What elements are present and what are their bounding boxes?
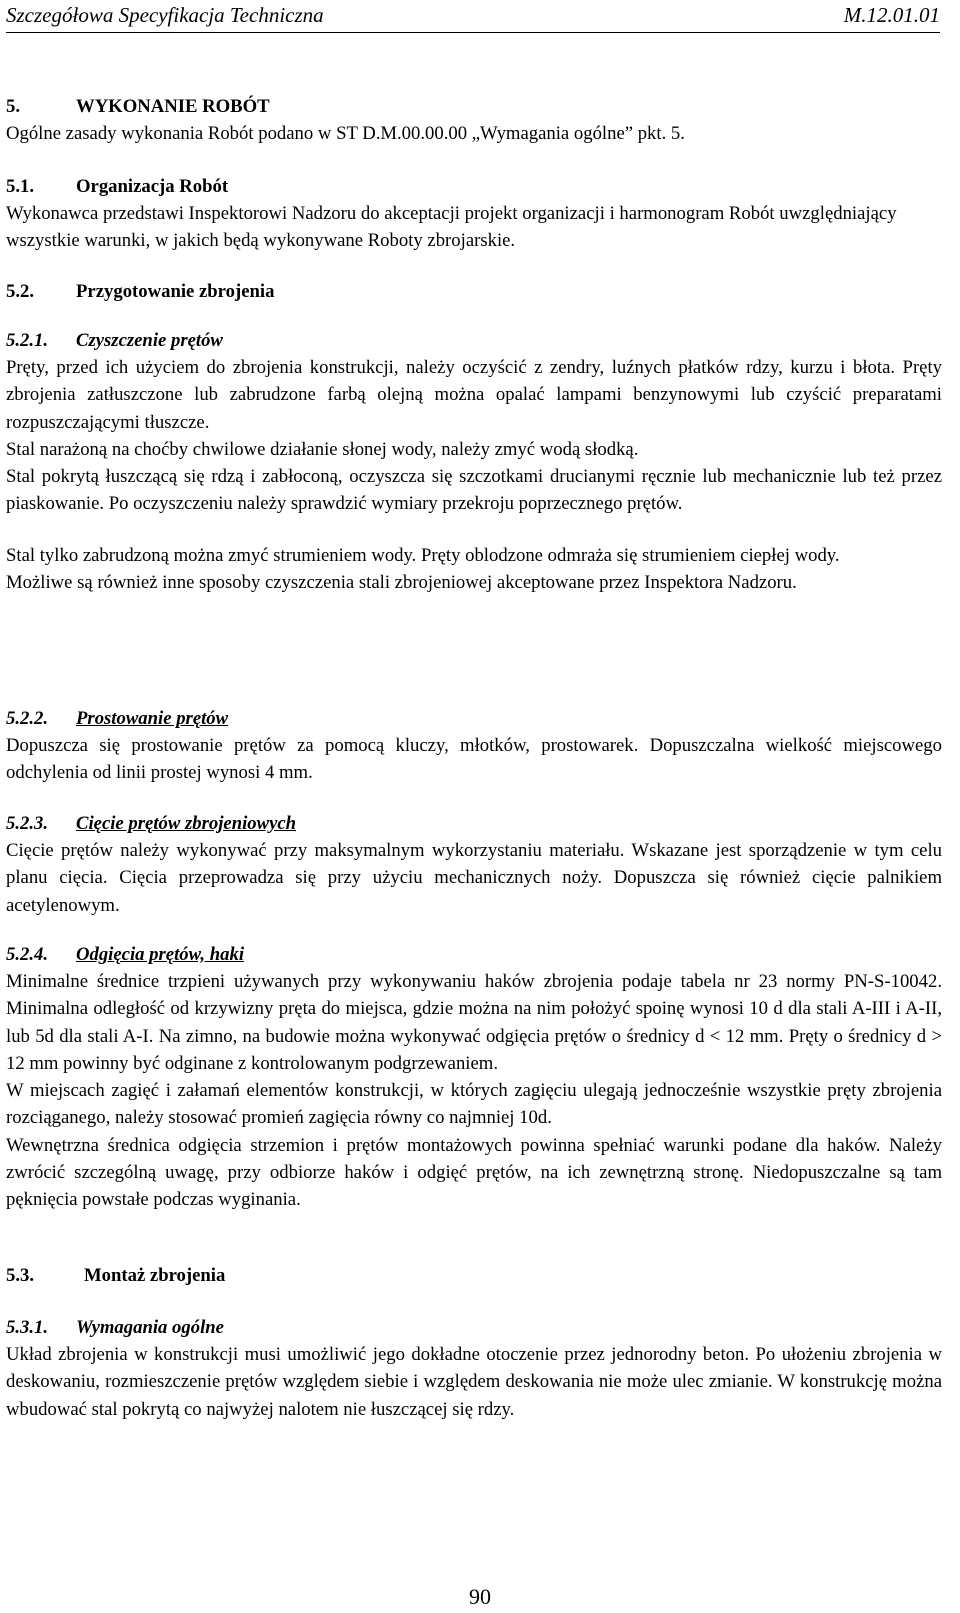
section-heading bbox=[6, 93, 942, 120]
section-heading bbox=[6, 1314, 942, 1341]
section-5-2 bbox=[6, 278, 942, 305]
section-title: Montaż zbrojenia bbox=[84, 1265, 226, 1286]
page-header bbox=[6, 2, 940, 33]
section-number: 5.2.1. bbox=[6, 330, 49, 351]
section-heading bbox=[6, 278, 942, 305]
section-5 bbox=[6, 93, 942, 147]
section-title: Odgięcia prętów, haki bbox=[76, 944, 245, 965]
section-5-2-3 bbox=[6, 810, 942, 919]
section-number: 5.2.4. bbox=[6, 944, 49, 965]
section-5-2-1 bbox=[6, 327, 942, 596]
section-5-3-1 bbox=[6, 1314, 942, 1423]
section-title: Wymagania ogólne bbox=[76, 1317, 224, 1338]
paragraph: W miejscach zagięć i załamań elementów konstrukcji, w których zagięciu ulegają jednocześnie wszystkie pręty zbrojenia rozciąganego, należy stosować promień zagięcia równy co najmniej 10d. bbox=[6, 1080, 942, 1129]
section-title: Czyszczenie prętów bbox=[76, 330, 223, 351]
section-heading bbox=[6, 1262, 942, 1289]
section-heading bbox=[6, 810, 942, 837]
paragraph: Stal pokrytą łuszczącą się rdzą i zabłoconą, oczyszcza się szczotkami drucianymi ręcznie lub mechanicznie lub też przez piaskowanie. Po oczyszczeniu należy sprawdzić wymiary przekroju poprzecznego prętów. bbox=[6, 466, 942, 515]
section-heading bbox=[6, 941, 942, 968]
section-number: 5.3.1. bbox=[6, 1317, 49, 1338]
section-title: Prostowanie prętów bbox=[76, 708, 229, 729]
section-title: Przygotowanie zbrojenia bbox=[76, 281, 275, 302]
document-code: M.12.01.01 bbox=[843, 3, 940, 27]
section-number: 5.2.2. bbox=[6, 708, 49, 729]
paragraph: Minimalne średnice trzpieni używanych przy wykonywaniu haków zbrojenia podaje tabela nr 23 normy PN-S-10042. Minimalna odległość od krzywizny pręta do miejsca, gdzie można na nim położyć spoinę wynosi 10 d dla stali A-III i A-II, lub 5d dla stali A-I. Na zimno, na budowie można wykonywać odgięcia prętów o średnicy d < 12 mm. Pręty o średnicy d > 12 mm powinny być odginane z kontrolowanym podgrzewaniem. bbox=[6, 971, 942, 1074]
section-heading bbox=[6, 705, 942, 732]
section-title: WYKONANIE ROBÓT bbox=[76, 96, 270, 117]
paragraph: Wykonawca przedstawi Inspektorowi Nadzoru do akceptacji projekt organizacji i harmonogram Robót uwzględniający wszystkie warunki, w jakich będą wykonywane Roboty zbrojarskie. bbox=[6, 203, 897, 252]
section-title: Organizacja Robót bbox=[76, 176, 229, 197]
section-heading bbox=[6, 327, 942, 354]
paragraph: Możliwe są również inne sposoby czyszczenia stali zbrojeniowej akceptowane przez Inspektora Nadzoru. bbox=[6, 572, 797, 594]
section-5-2-2 bbox=[6, 705, 942, 787]
section-number: 5.2. bbox=[6, 281, 35, 302]
paragraph: Wewnętrzna średnica odgięcia strzemion i prętów montażowych powinna spełniać warunki podane dla haków. Należy zwrócić szczególną uwagę, przy odbiorze haków i odgięć prętów, na ich zewnętrzną stronę. Niedopuszczalne są tam pęknięcia powstałe podczas wyginania. bbox=[6, 1134, 942, 1211]
paragraph: Układ zbrojenia w konstrukcji musi umożliwić jego dokładne otoczenie przez jednorodny beton. Po ułożeniu zbrojenia w deskowaniu, rozmieszczenie prętów względem siebie i względem deskowania nie może ulec zmianie. W konstrukcję można wbudować stal pokrytą co najwyżej nalotem nie łuszczącej się rdzy. bbox=[6, 1344, 942, 1420]
section-5-2-4 bbox=[6, 941, 942, 1214]
section-number: 5.2.3. bbox=[6, 813, 49, 834]
section-number: 5. bbox=[6, 96, 21, 117]
section-title: Cięcie prętów zbrojeniowych bbox=[76, 813, 297, 834]
document-title: Szczegółowa Specyfikacja Techniczna bbox=[6, 3, 324, 27]
paragraph: Stal narażoną na choćby chwilowe działanie słonej wody, należy zmyć wodą słodką. bbox=[6, 438, 639, 460]
paragraph: Cięcie prętów należy wykonywać przy maksymalnym wykorzystaniu materiału. Wskazane jest sporządzenie w tym celu planu cięcia. Cięcia przeprowadza się przy użyciu mechanicznych noży. Dopuszcza się również cięcie palnikiem acetylenowym. bbox=[6, 840, 942, 916]
section-5-1 bbox=[6, 173, 942, 255]
paragraph: Pręty, przed ich użyciem do zbrojenia konstrukcji, należy oczyścić z zendry, luźnych płatków rdzy, kurzu i błota. Pręty zbrojenia zatłuszczone lub zabrudzone farbą olejną można opalać lampami benzynowymi lub czyścić preparatami rozpuszczającymi tłuszcze. bbox=[6, 357, 942, 433]
paragraph: Ogólne zasady wykonania Robót podano w ST D.M.00.00.00 „Wymagania ogólne” pkt. 5. bbox=[6, 123, 685, 144]
section-5-3 bbox=[6, 1262, 942, 1289]
paragraph: Stal tylko zabrudzoną można zmyć strumieniem wody. Pręty oblodzone odmraża się strumieniem ciepłej wody. bbox=[6, 544, 840, 566]
page-number: 90 bbox=[469, 1584, 491, 1609]
section-heading bbox=[6, 173, 942, 200]
paragraph: Dopuszcza się prostowanie prętów za pomocą kluczy, młotków, prostowarek. Dopuszczalna wielkość miejscowego odchylenia od linii prostej wynosi 4 mm. bbox=[6, 735, 942, 784]
section-number: 5.1. bbox=[6, 176, 35, 197]
section-number: 5.3. bbox=[6, 1265, 35, 1286]
